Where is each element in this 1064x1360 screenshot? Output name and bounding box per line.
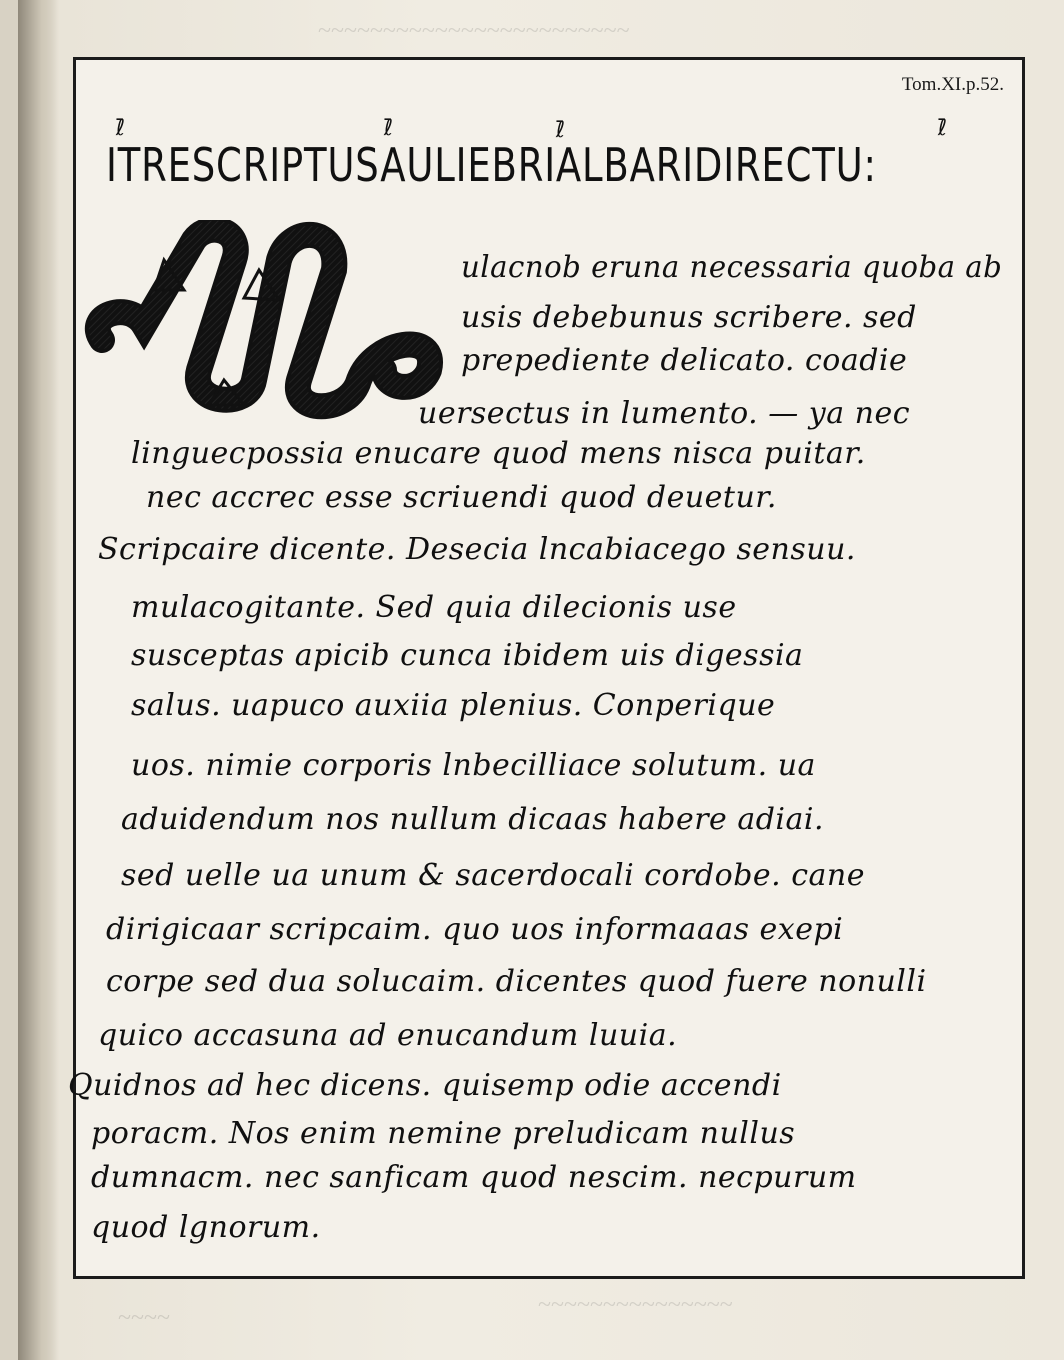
page xyxy=(18,0,1064,1360)
text-line: mulacogitante. Sed quia dilecionis use xyxy=(131,590,737,625)
show-through-text: ~~~~~~~~~~~~~~~~~~~~~~~~ xyxy=(318,18,630,44)
show-through-text: ~~~~ xyxy=(118,1305,170,1331)
text-line: susceptas apicib cunca ibidem uis digessia xyxy=(131,638,804,673)
text-line: uos. nimie corporis lnbecilliace solutum. ua xyxy=(131,748,816,783)
text-line: nec accrec esse scriuendi quod deuetur. xyxy=(146,480,777,515)
decorated-initial-m xyxy=(84,220,444,420)
plate-reference: Tom.XI.p.52. xyxy=(901,74,1004,95)
abbreviation-mark: ℓ̄ xyxy=(384,116,394,141)
text-line: linguecpossia enucare quod mens nisca puitar. xyxy=(131,436,866,471)
text-line: sed uelle ua unum & sacerdocali cordobe. cane xyxy=(121,858,865,893)
text-line: ulacnob eruna necessaria quoba ab xyxy=(461,250,1003,285)
abbreviation-mark: ℓ̄ xyxy=(116,116,126,141)
abbreviation-mark: ℓ̄ xyxy=(556,118,566,143)
text-line: quod lgnorum. xyxy=(91,1210,321,1245)
text-line: salus. uapuco auxiia plenius. Conperique xyxy=(131,688,776,723)
text-line: prepediente delicato. coadie xyxy=(461,343,908,378)
text-line: aduidendum nos nullum dicaas habere adiai. xyxy=(121,802,825,837)
facsimile-plate xyxy=(68,57,1025,1279)
abbreviation-mark: ℓ̄ xyxy=(938,116,948,141)
text-line: usis debebunus scribere. sed xyxy=(461,300,917,335)
text-line: Scripcaire dicente. Desecia lncabiacego sensuu. xyxy=(98,532,856,567)
binding-shadow xyxy=(18,0,58,1360)
text-line: quico accasuna ad enucandum luuia. xyxy=(98,1018,678,1053)
text-line: Quidnos ad hec dicens. quisemp odie accendi xyxy=(68,1068,782,1103)
heading: ITRESCRIPTUSAULIEBRIALBARIDIRECTU: xyxy=(106,138,877,192)
text-line: corpe sed dua solucaim. dicentes quod fuere nonulli xyxy=(106,964,927,999)
text-line: poracm. Nos enim nemine preludicam nullus xyxy=(91,1116,796,1151)
text-line: dirigicaar scripcaim. quo uos informaaas exepi xyxy=(106,912,844,947)
text-line: dumnacm. nec sanficam quod nescim. necpurum xyxy=(91,1160,857,1195)
show-through-text: ~~~~~~~~~~~~~~~ xyxy=(538,1292,733,1318)
text-line: uersectus in lumento. — ya nec xyxy=(418,396,911,431)
